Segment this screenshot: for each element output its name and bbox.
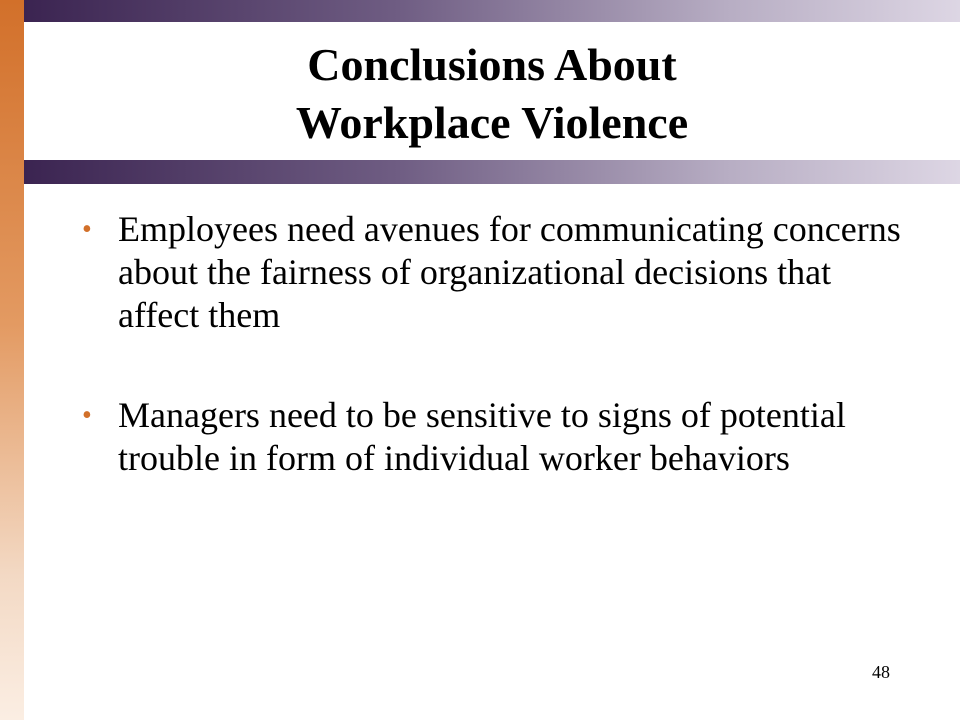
slide-title: [24, 36, 960, 152]
title-line-1: Conclusions About: [307, 39, 677, 90]
bullet-dot-icon: •: [82, 400, 92, 431]
bullet-text: Employees need avenues for communicating concerns about the fairness of organizational decisions that affect them: [118, 209, 901, 335]
left-accent-bar: [0, 0, 24, 720]
title-line-2: Workplace Violence: [295, 97, 689, 148]
bullet-text: Managers need to be sensitive to signs of potential trouble in form of individual worker behaviors: [118, 395, 846, 478]
bullet-item: [82, 208, 902, 337]
page-number: 48: [872, 662, 890, 682]
title-underline-band: [24, 160, 960, 184]
top-gradient-band: [24, 0, 960, 22]
bullet-item: [82, 394, 902, 480]
bullet-dot-icon: •: [82, 214, 92, 245]
